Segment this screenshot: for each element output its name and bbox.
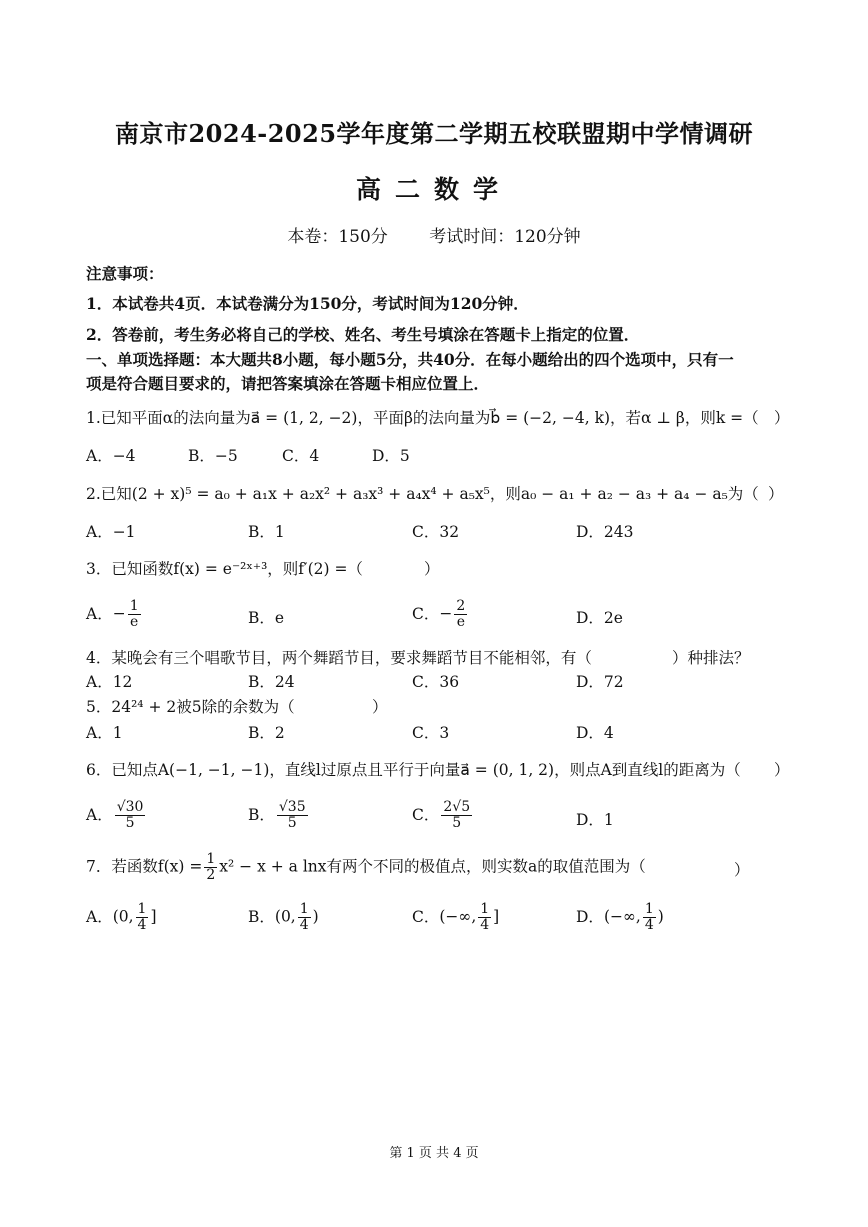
section-instructions-line-2: 项是符合题目要求的，请把答案填涂在答题卡相应位置上．	[86, 374, 490, 393]
option-letter: C．	[412, 907, 440, 926]
question-4-stem: 4．某晚会有三个唱歌节目，两个舞蹈节目，要求舞蹈节目不能相邻，有（	[86, 649, 592, 667]
question-5-option-c: C．3	[412, 724, 450, 742]
question-4-paren: ）种排法？	[672, 649, 750, 667]
question-7-stem	[86, 852, 646, 883]
question-4-option-a: A．12	[86, 673, 133, 691]
numerator: √30	[116, 799, 144, 815]
question-4-option-c: C．36	[412, 673, 460, 691]
interval-right: ]	[150, 907, 157, 926]
question-5-stem: 5．24²⁴ + 2被5除的余数为（	[86, 698, 295, 716]
question-2-option-a: A．−1	[86, 523, 136, 541]
question-5-paren: ）	[372, 698, 388, 716]
fraction	[204, 852, 217, 883]
total-score: 本卷：150分	[287, 227, 388, 247]
numerator: √35	[278, 799, 306, 815]
denominator: 4	[480, 917, 490, 933]
option-letter: C．	[412, 604, 440, 623]
denominator: 4	[137, 917, 147, 933]
denominator: 4	[644, 917, 654, 933]
fraction	[298, 902, 311, 933]
question-3-option-c	[412, 599, 469, 630]
interval-right: ]	[493, 907, 500, 926]
fraction	[277, 800, 308, 831]
question-6-stem: 6．已知点A(−1, −1, −1)，直线l过原点且平行于向量a⃗ = (0, 1, 2)，则点A到直线l的距离为（	[86, 761, 741, 779]
question-5-option-a: A．1	[86, 724, 123, 742]
fraction	[478, 902, 491, 933]
question-5-option-d: D．4	[576, 724, 614, 742]
numerator: 1	[480, 901, 490, 917]
question-4-option-d: D．72	[576, 673, 624, 691]
exam-title: 南京市2024-2025学年度第二学期五校联盟期中学情调研	[114, 119, 754, 148]
fraction	[115, 800, 146, 831]
question-6-option-b	[248, 800, 310, 831]
interval-left: (0,	[274, 907, 296, 926]
question-3-option-b: B．e	[248, 609, 285, 627]
option-letter: B．	[248, 907, 275, 926]
section-instructions-line-1: 一、单项选择题：本大题共8小题，每小题5分，共40分．在每小题给出的四个选项中，只有一	[86, 350, 734, 369]
numerator: 2√5	[443, 799, 471, 815]
note-item-2: 2．答卷前，考生务必将自己的学校、姓名、考生号填涂在答题卡上指定的位置．	[86, 325, 640, 344]
question-3-paren: ）	[424, 560, 440, 578]
fraction	[454, 599, 467, 630]
denominator: 5	[452, 815, 462, 831]
numerator: 1	[129, 598, 139, 614]
numerator: 1	[644, 901, 654, 917]
question-3-stem: 3．已知函数f(x) = e⁻²ˣ⁺³，则f′(2) =（	[86, 560, 363, 578]
stem-text: 7．若函数f(x) =	[86, 857, 203, 876]
exam-time: 考试时间：120分钟	[429, 227, 581, 247]
notes-heading: 注意事项：	[86, 264, 164, 283]
option-letter: A．	[86, 805, 113, 824]
question-6-option-d: D．1	[576, 811, 614, 829]
exam-meta	[0, 222, 868, 247]
question-1-stem: 1.已知平面α的法向量为a⃗ = (1, 2, −2)，平面β的法向量为b⃗ = (−2, −4, k)，若α ⊥ β，则k =（	[86, 409, 759, 427]
question-7-option-d	[576, 902, 664, 933]
interval-left: (−∞,	[603, 907, 641, 926]
question-4-option-b: B．24	[248, 673, 295, 691]
interval-right: )	[657, 907, 664, 926]
option-sign: −	[439, 604, 453, 623]
denominator: e	[456, 614, 465, 630]
fraction	[128, 599, 141, 630]
question-1-option-b: B．−5	[188, 447, 238, 465]
numerator: 2	[456, 598, 466, 614]
denominator: e	[130, 614, 139, 630]
page-footer: 第 1 页 共 4 页	[389, 1146, 479, 1161]
denominator: 4	[299, 917, 309, 933]
option-letter: B．	[248, 805, 275, 824]
question-5-option-b: B．2	[248, 724, 285, 742]
stem-text: x² − x + a lnx有两个不同的极值点，则实数a的取值范围为（	[219, 857, 646, 876]
option-sign: −	[112, 604, 126, 623]
denominator: 5	[287, 815, 297, 831]
question-1-option-d: D．5	[372, 447, 410, 465]
question-7-option-a	[86, 902, 157, 933]
question-3-option-a	[86, 599, 143, 630]
question-6-paren: ）	[774, 761, 790, 779]
denominator: 2	[206, 867, 216, 883]
question-6-option-a	[86, 800, 147, 831]
numerator: 1	[299, 901, 309, 917]
question-2-option-b: B．1	[248, 523, 285, 541]
numerator: 1	[137, 901, 147, 917]
question-1-paren: ）	[774, 409, 790, 427]
numerator: 1	[206, 851, 216, 867]
fraction	[136, 902, 149, 933]
option-letter: C．	[412, 805, 440, 824]
question-2-stem: 2.已知(2 + x)⁵ = a₀ + a₁x + a₂x² + a₃x³ + a₄x⁴ + a₅x⁵，则a₀ − a₁ + a₂ − a₃ + a₄ − a₅为（	[86, 485, 759, 503]
question-2-paren: ）	[768, 485, 784, 503]
interval-right: )	[312, 907, 319, 926]
question-7-paren: ）	[734, 861, 750, 879]
question-1-option-a: A．−4	[86, 447, 136, 465]
note-item-1: 1．本试卷共4页．本试卷满分为150分，考试时间为120分钟．	[86, 294, 529, 313]
question-6-option-c	[412, 800, 474, 831]
question-3-option-d: D．2e	[576, 609, 623, 627]
fraction	[643, 902, 656, 933]
subject-title: 高二数学	[355, 175, 512, 204]
fraction	[441, 800, 472, 831]
question-7-option-b	[248, 902, 319, 933]
denominator: 5	[125, 815, 135, 831]
interval-left: (−∞,	[439, 907, 477, 926]
question-2-option-d: D．243	[576, 523, 634, 541]
question-7-option-c	[412, 902, 499, 933]
option-letter: D．	[576, 907, 604, 926]
question-1-option-c: C．4	[282, 447, 320, 465]
question-2-option-c: C．32	[412, 523, 460, 541]
interval-left: (0,	[112, 907, 134, 926]
option-letter: A．	[86, 907, 113, 926]
option-letter: A．	[86, 604, 113, 623]
